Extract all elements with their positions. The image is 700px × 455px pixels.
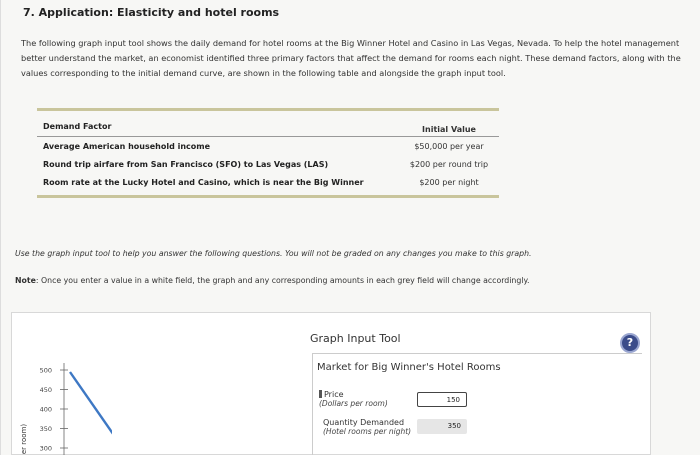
price-marker-icon — [319, 390, 322, 398]
quantity-label-block — [323, 418, 413, 436]
quantity-unit: (Hotel rooms per night) — [323, 427, 412, 436]
y-tick-label: 350 — [39, 425, 52, 433]
y-tick-label: 400 — [39, 405, 52, 414]
graph-tool-title: Graph Input Tool — [310, 332, 401, 345]
factor-label: Round trip airfare from San Francisco (SFO) to Las Vegas (LAS) — [43, 159, 329, 169]
graph-input-tool-panel — [11, 312, 651, 455]
factor-value: $50,000 per year — [414, 141, 484, 151]
table-row — [37, 173, 499, 191]
quantity-label: Quantity Demanded — [323, 418, 405, 427]
note-label: Note — [15, 276, 36, 285]
y-tick-label: 450 — [39, 386, 52, 394]
header-demand-factor: Demand Factor — [43, 122, 112, 131]
factor-label: Room rate at the Lucky Hotel and Casino, which is near the Big Winner — [43, 177, 364, 187]
y-tick-label: 300 — [39, 444, 52, 453]
factor-value: $200 per night — [419, 177, 479, 187]
note-text — [15, 276, 529, 285]
demand-curve[interactable] — [70, 372, 112, 455]
y-tick-label: 500 — [39, 366, 52, 375]
market-title: Market for Big Winner's Hotel Rooms — [317, 362, 501, 373]
table-header-row — [37, 117, 499, 137]
table-row — [37, 155, 499, 173]
help-button[interactable]: ? — [620, 333, 640, 353]
factor-label: Average American household income — [43, 141, 211, 151]
y-axis-label: er room) — [20, 423, 28, 455]
price-label-block — [319, 390, 388, 408]
instructions-text: Use the graph input tool to help you answer the following questions. You will not be graded on any changes you make to this graph. — [15, 249, 532, 258]
question-title: 7. Application: Elasticity and hotel rooms — [23, 6, 280, 19]
demand-factor-table — [37, 108, 499, 198]
quantity-demanded-field: 350 — [417, 419, 467, 434]
question-intro: The following graph input tool shows the daily demand for hotel rooms at the Big Winner Hotel and Casino in Las Vegas, Nevada. To help the hotel management better understand the market, an economist identified three primary factors that affect the demand for rooms each night. These demand factors, along with the values corresponding to the initial demand curve, are shown in the following table and alongside the graph input tool. — [21, 38, 681, 78]
market-box — [312, 353, 642, 455]
price-label: Price — [324, 390, 344, 399]
factor-value: $200 per round trip — [409, 159, 489, 169]
price-input[interactable] — [417, 392, 467, 407]
table-row — [37, 137, 499, 155]
price-unit: (Dollars per room) — [319, 399, 388, 408]
note-body: : Once you enter a value in a white field, the graph and any corresponding amounts in each grey field will change accordingly. — [35, 276, 530, 285]
demand-chart[interactable] — [12, 313, 112, 455]
header-initial-value: Initial Value — [422, 125, 476, 134]
